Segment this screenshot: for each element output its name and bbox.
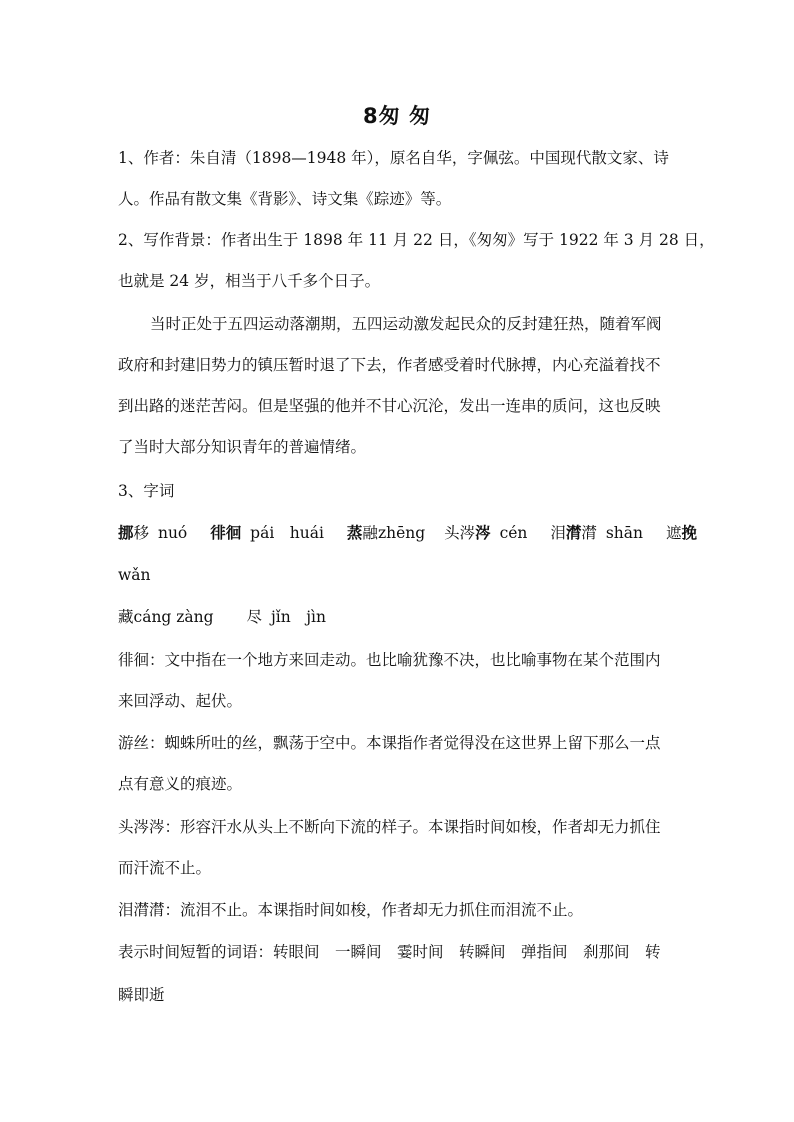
background-line-1: 2、写作背景：作者出生于 1898 年 11 月 22 日，《匆匆》写于 1922 年 3 月 28 日， [118, 231, 715, 249]
background-line-2: 也就是 24 岁，相当于八千多个日子。 [118, 272, 381, 290]
definition-line: 来回浮动、起伏。 [118, 692, 243, 710]
section-heading-words: 3、字词 [118, 482, 175, 500]
vocab-word: 遮 [665, 524, 682, 542]
vocab-line-2 [118, 565, 151, 585]
vocab-pinyin: zhēng [377, 524, 426, 542]
paragraph-line-1: 当时正处于五四运动落潮期，五四运动激发起民众的反封建狂热，随着军阀 [150, 315, 662, 333]
vocab-word-bold: 潸 [565, 523, 582, 542]
author-line-2: 人。作品有散文集《背影》、诗文集《踪迹》等。 [118, 190, 452, 208]
vocab-pinyin: cáng zàng [133, 608, 214, 626]
vocab-pinyin: pái huái [250, 524, 324, 542]
paragraph-line-3: 到出路的迷茫苦闷。但是坚强的他并不甘心沉沦，发出一连串的质问，这也反映 [118, 397, 661, 415]
vocab-word-bold: 徘徊 [210, 523, 242, 542]
author-line-1: 1、作者：朱自清（1898—1948 年），原名自华，字佩弦。中国现代散文家、诗 [118, 149, 669, 167]
vocab-line-1 [118, 523, 697, 543]
vocab-word: 泪 [550, 524, 566, 542]
paragraph-line-2: 政府和封建旧势力的镇压暂时退了下去，作者感受着时代脉搏，内心充溢着找不 [118, 356, 661, 374]
vocab-pinyin: shān [605, 524, 644, 542]
synonyms-line-2: 瞬即逝 [118, 986, 165, 1004]
vocab-word-bold: 挽 [681, 523, 697, 542]
synonyms-line-1: 表示时间短暂的词语：转眼间 一瞬间 霎时间 转瞬间 弹指间 刹那间 转 [118, 943, 661, 961]
vocab-word-bold: 涔 [475, 523, 491, 542]
definition-line: 而汗流不止。 [118, 859, 212, 877]
vocab-word: 头涔 [444, 524, 476, 542]
vocab-word: 潸 [581, 524, 597, 542]
vocab-pinyin: jǐn jìn [270, 608, 326, 626]
vocab-word-bold: 蒸 [346, 523, 363, 542]
page-title: 8匆 匆 [363, 104, 431, 128]
definition-line: 徘徊：文中指在一个地方来回走动。也比喻犹豫不决，也比喻事物在某个范围内 [118, 651, 661, 669]
vocab-word: 移 [133, 524, 150, 542]
definition-line: 头涔涔：形容汗水从头上不断向下流的样子。本课指时间如梭，作者却无力抓住 [118, 818, 661, 836]
vocab-pinyin: wǎn [118, 566, 151, 584]
vocab-word: 融 [362, 524, 378, 542]
vocab-line-3 [118, 607, 330, 627]
vocab-pinyin: nuó [157, 524, 188, 542]
vocab-pinyin: cén [499, 524, 528, 542]
paragraph-line-4: 了当时大部分知识青年的普遍情绪。 [118, 438, 367, 456]
vocab-word-bold: 挪 [118, 523, 134, 542]
definition-line: 泪潸潸：流泪不止。本课指时间如梭，作者却无力抓住而泪流不止。 [118, 901, 584, 919]
vocab-word: 藏 [118, 608, 134, 626]
definition-line: 游丝：蜘蛛所吐的丝，飘荡于空中。本课指作者觉得没在这世界上留下那么一点 [118, 734, 661, 752]
definition-line: 点有意义的痕迹。 [118, 775, 243, 793]
vocab-word: 尽 [246, 608, 263, 626]
